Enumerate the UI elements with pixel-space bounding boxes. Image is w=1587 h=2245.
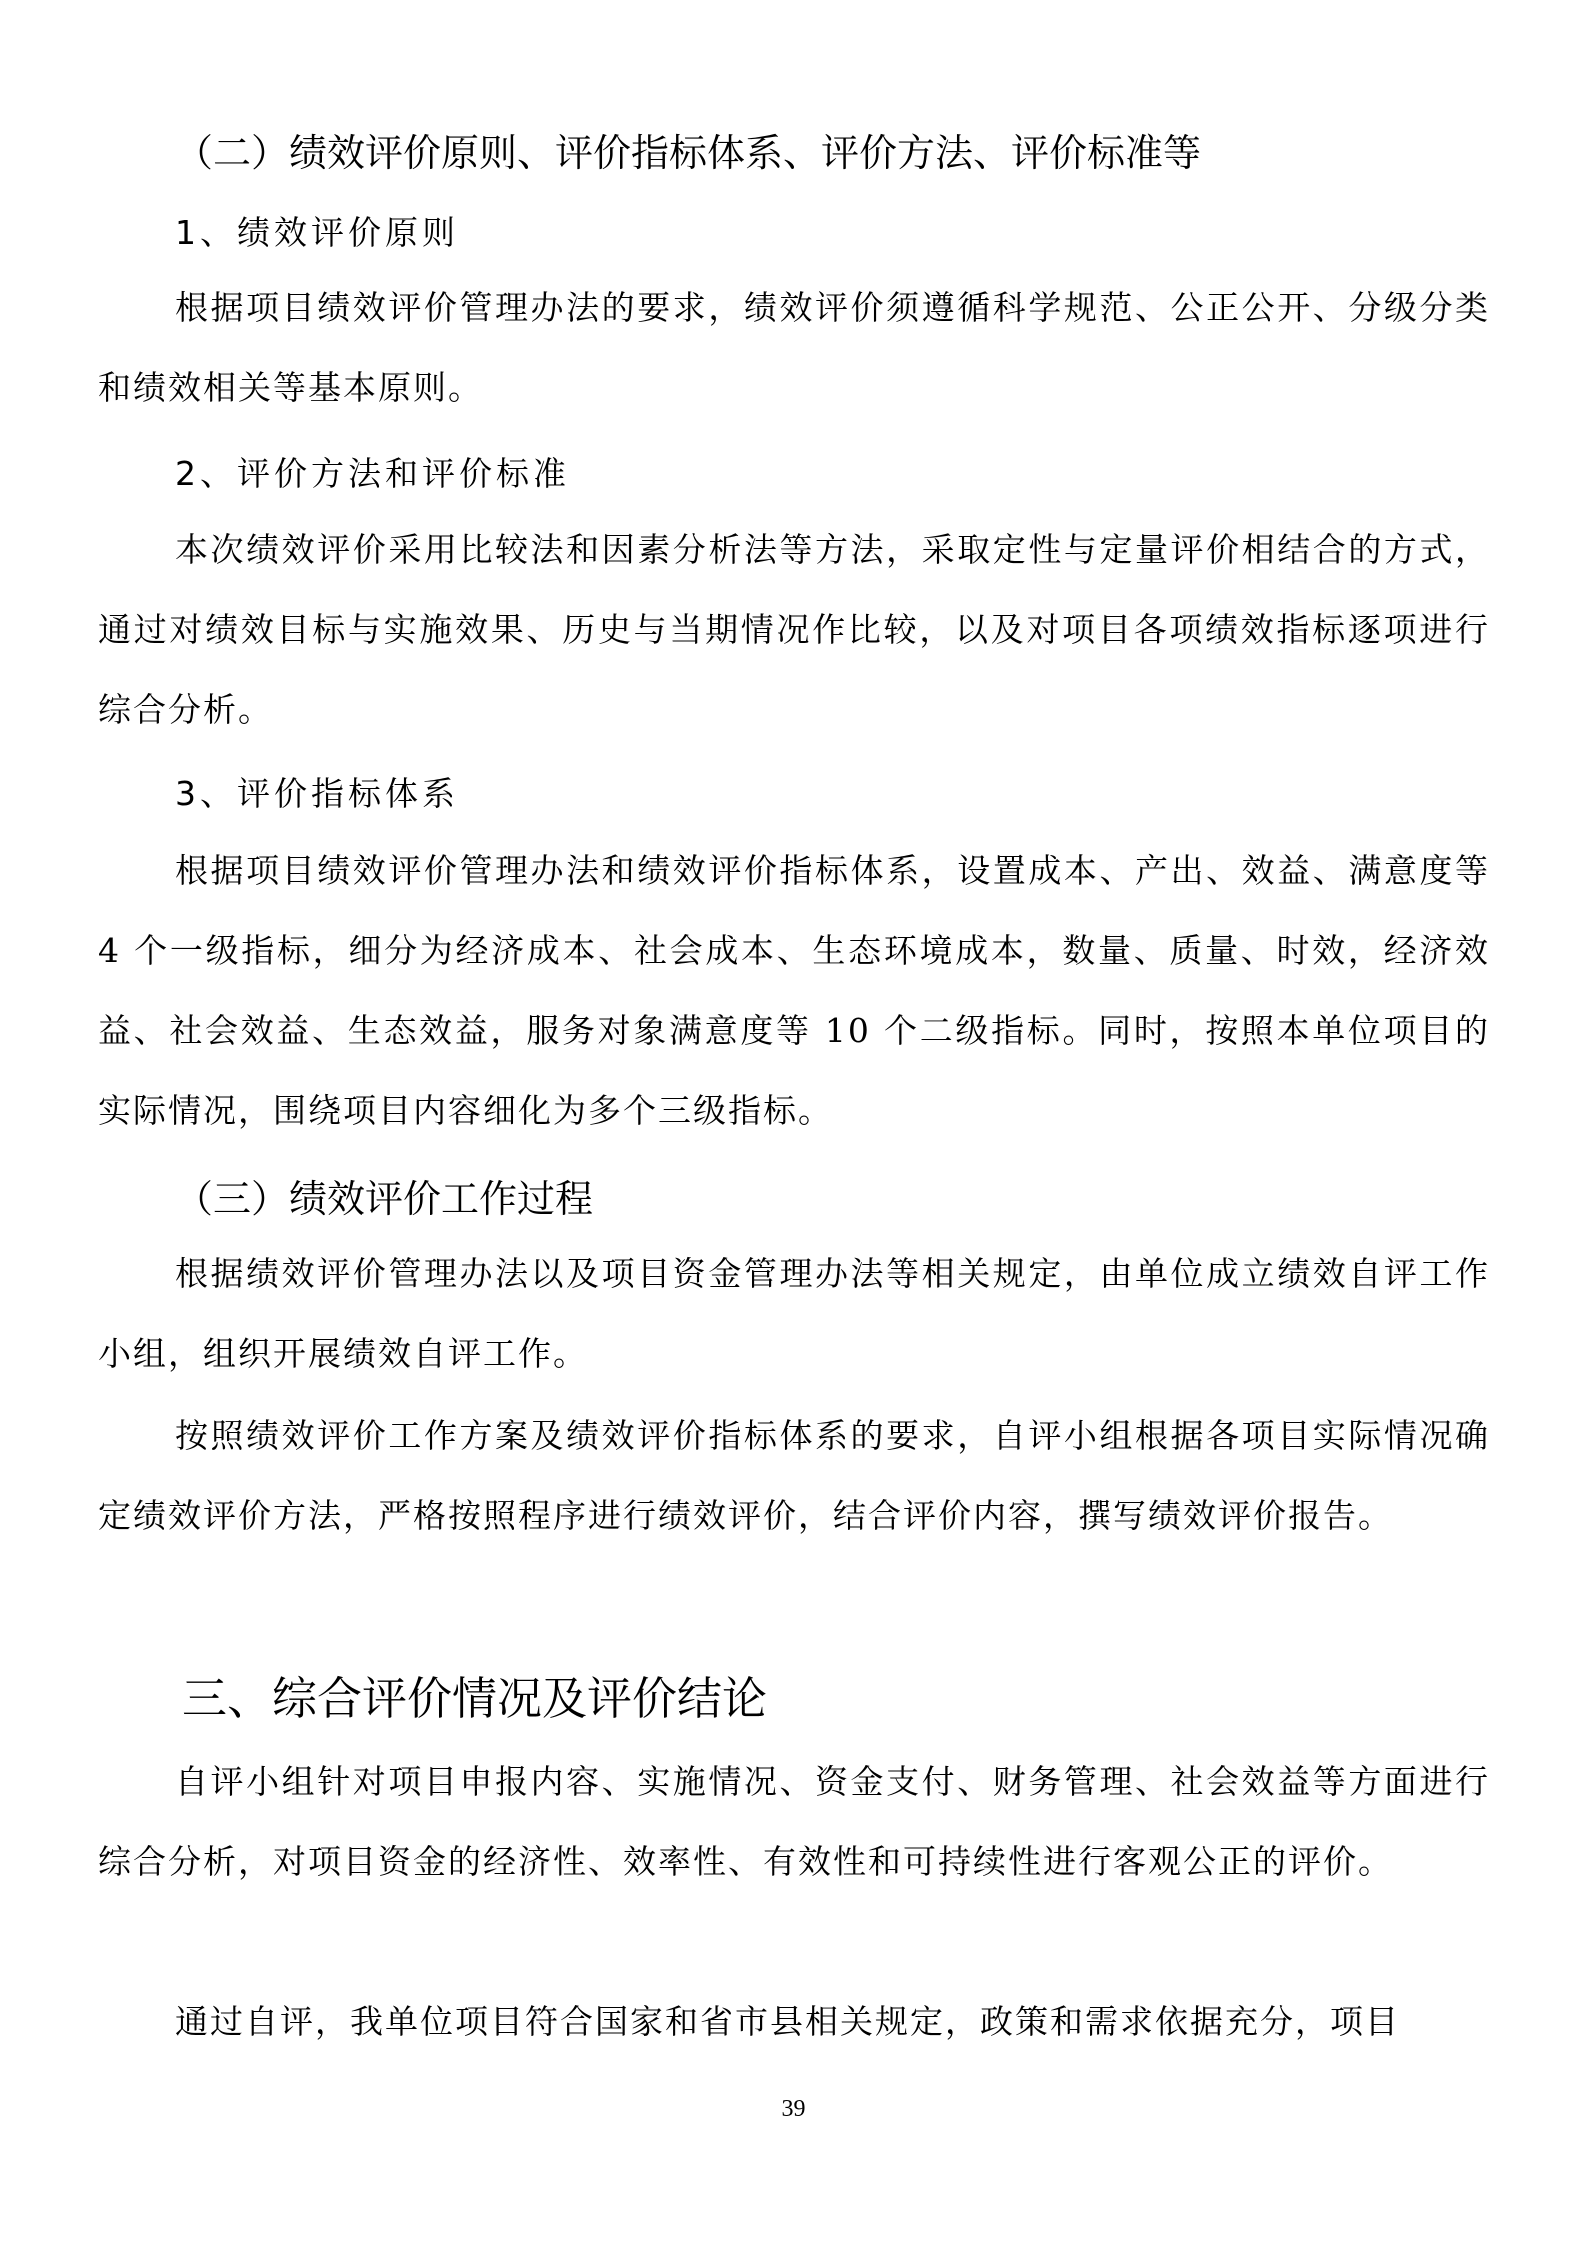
paragraph-process-2: 按照绩效评价工作方案及绩效评价指标体系的要求，自评小组根据各项目实际情况确定绩效评价方法，严格按照程序进行绩效评价，结合评价内容，撰写绩效评价报告。 [98,1416,1490,1535]
paragraph-conclusion: 通过自评，我单位项目符合国家和省市县相关规定，政策和需求依据充分，项目 [175,2002,1400,2041]
paragraph-methods: 本次绩效评价采用比较法和因素分析法等方法，采取定性与定量评价相结合的方式，通过对绩效目标与实施效果、历史与当期情况作比较，以及对项目各项绩效指标逐项进行综合分析。 [98,530,1490,729]
paragraph-evaluation: 自评小组针对项目申报内容、实施情况、资金支付、财务管理、社会效益等方面进行综合分析，对项目资金的经济性、效率性、有效性和可持续性进行客观公正的评价。 [98,1762,1490,1881]
heading-section3: 三、综合评价情况及评价结论 [182,1672,768,1725]
page-number: 39 [781,2096,806,2122]
paragraph-principles: 根据项目绩效评价管理办法的要求，绩效评价须遵循科学规范、公正公开、分级分类和绩效相关等基本原则。 [98,288,1490,407]
heading-item2: 2、评价方法和评价标准 [175,454,570,493]
paragraph-process-1: 根据绩效评价管理办法以及项目资金管理办法等相关规定，由单位成立绩效自评工作小组，组织开展绩效自评工作。 [98,1254,1490,1373]
heading-item1: 1、绩效评价原则 [175,213,459,252]
heading-item3: 3、评价指标体系 [175,774,459,813]
paragraph-indicator-system: 根据项目绩效评价管理办法和绩效评价指标体系，设置成本、产出、效益、满意度等 4 个一级指标，细分为经济成本、社会成本、生态环境成本，数量、质量、时效，经济效益、社会效益、生态效益，服务对象满意度等 10 个二级指标。同时，按照本单位项目的实际情况，围绕项目内容细化为多个三级指标。 [98,851,1490,1130]
heading-sub3: （三）绩效评价工作过程 [175,1177,594,1221]
heading-sub2: （二）绩效评价原则、评价指标体系、评价方法、评价标准等 [175,131,1202,175]
